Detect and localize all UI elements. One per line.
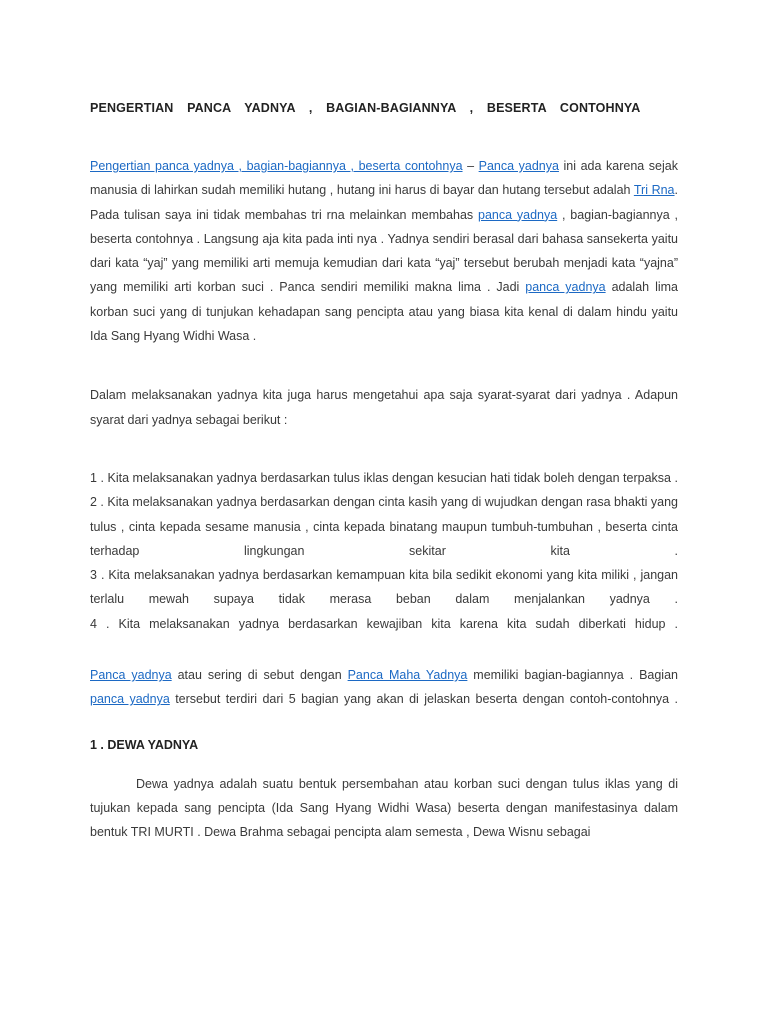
intro-text: adalah lima korban suci yang di tunjukan kehadapan sang pencipta atau yang biasa kita kenal di dalam hindu yaitu Ida Sang Hyang Widhi Wasa . bbox=[90, 280, 678, 344]
intro-paragraph bbox=[90, 154, 678, 348]
dewa-yadnya-paragraph: Dewa yadnya adalah suatu bentuk persembahan atau korban suci dengan tulus iklas yang di tujukan kepada sang pencipta (Ida Sang Hyang Widhi Wasa) beserta dengan manifestasinya dalam bentuk TRI MURTI . Dewa Brahma sebagai pencipta alam semesta , Dewa Wisnu sebagai bbox=[90, 776, 678, 840]
syarat-list-item: 2 . Kita melaksanakan yadnya berdasarkan dengan cinta kasih yang di wujudkan dengan rasa bhakti yang tulus , cinta kepada sesame manusia , cinta kepada binatang maupun tumbuh-tumbuhan , beserta cinta terhadap lingkungan sekitar kita . bbox=[90, 495, 678, 558]
intro-dash: – bbox=[462, 159, 479, 173]
syarat-list bbox=[90, 466, 678, 636]
link-panca-yadnya[interactable]: panca yadnya bbox=[478, 207, 558, 222]
bagian-text: atau sering di sebut dengan bbox=[171, 668, 348, 683]
bagian-text: tersebut terdiri dari 5 bagian yang akan di jelaskan beserta dengan contoh-contohnya . bbox=[169, 692, 678, 707]
section-heading-dewa-yadnya: 1 . DEWA YADNYA bbox=[90, 737, 199, 752]
intro-text: , bagian-bagiannya , beserta contohnya . Langsung aja kita pada inti nya . Yadnya sendiri berasal dari bahasa sansekerta yaitu dari kata “yaj” yang memiliki arti memuja kemudian dari kata “yaj” tersebut berubah menjadi kata “yajna” yang memiliki arti korban suci . Panca sendiri memiliki makna lima . Jadi bbox=[90, 207, 678, 295]
intro-text: . Pada tulisan saya ini tidak membahas tri rna melainkan membahas bbox=[90, 183, 678, 222]
link-panca-yadnya[interactable]: panca yadnya bbox=[525, 280, 606, 295]
bagian-paragraph bbox=[90, 663, 678, 712]
bagian-text: memiliki bagian-bagiannya . Bagian bbox=[467, 668, 678, 683]
document-title: PENGERTIAN PANCA YADNYA , BAGIAN-BAGIANNYA , BESERTA CONTOHNYA bbox=[90, 101, 641, 115]
intro-text: ini ada karena sejak manusia di lahirkan sudah memiliki hutang , hutang ini harus di bayar dan hutang tersebut adalah bbox=[90, 159, 678, 198]
link-panca-yadnya[interactable]: Panca yadnya bbox=[478, 159, 559, 173]
link-panca-yadnya[interactable]: panca yadnya bbox=[90, 692, 170, 707]
link-pengertian-panca-yadnya[interactable]: Pengertian panca yadnya , bagian-bagiannya , beserta contohnya bbox=[90, 159, 463, 173]
syarat-intro-paragraph: Dalam melaksanakan yadnya kita juga harus mengetahui apa saja syarat-syarat dari yadnya . Adapun syarat dari yadnya sebagai berikut : bbox=[90, 388, 678, 427]
link-tri-rna[interactable]: Tri Rna bbox=[633, 183, 675, 198]
syarat-list-item: 1 . Kita melaksanakan yadnya berdasarkan tulus iklas dengan kesucian hati tidak boleh dengan terpaksa . bbox=[90, 470, 678, 485]
syarat-list-item: 3 . Kita melaksanakan yadnya berdasarkan kemampuan kita bila sedikit ekonomi yang kita miliki , jangan terlalu mewah supaya tidak merasa beban dalam menjalankan yadnya . bbox=[90, 568, 678, 607]
link-panca-maha-yadnya[interactable]: Panca Maha Yadnya bbox=[347, 668, 468, 683]
link-panca-yadnya[interactable]: Panca yadnya bbox=[90, 668, 172, 683]
syarat-list-item: 4 . Kita melaksanakan yadnya berdasarkan kewajiban kita karena kita sudah diberkati hidup . bbox=[90, 616, 678, 631]
